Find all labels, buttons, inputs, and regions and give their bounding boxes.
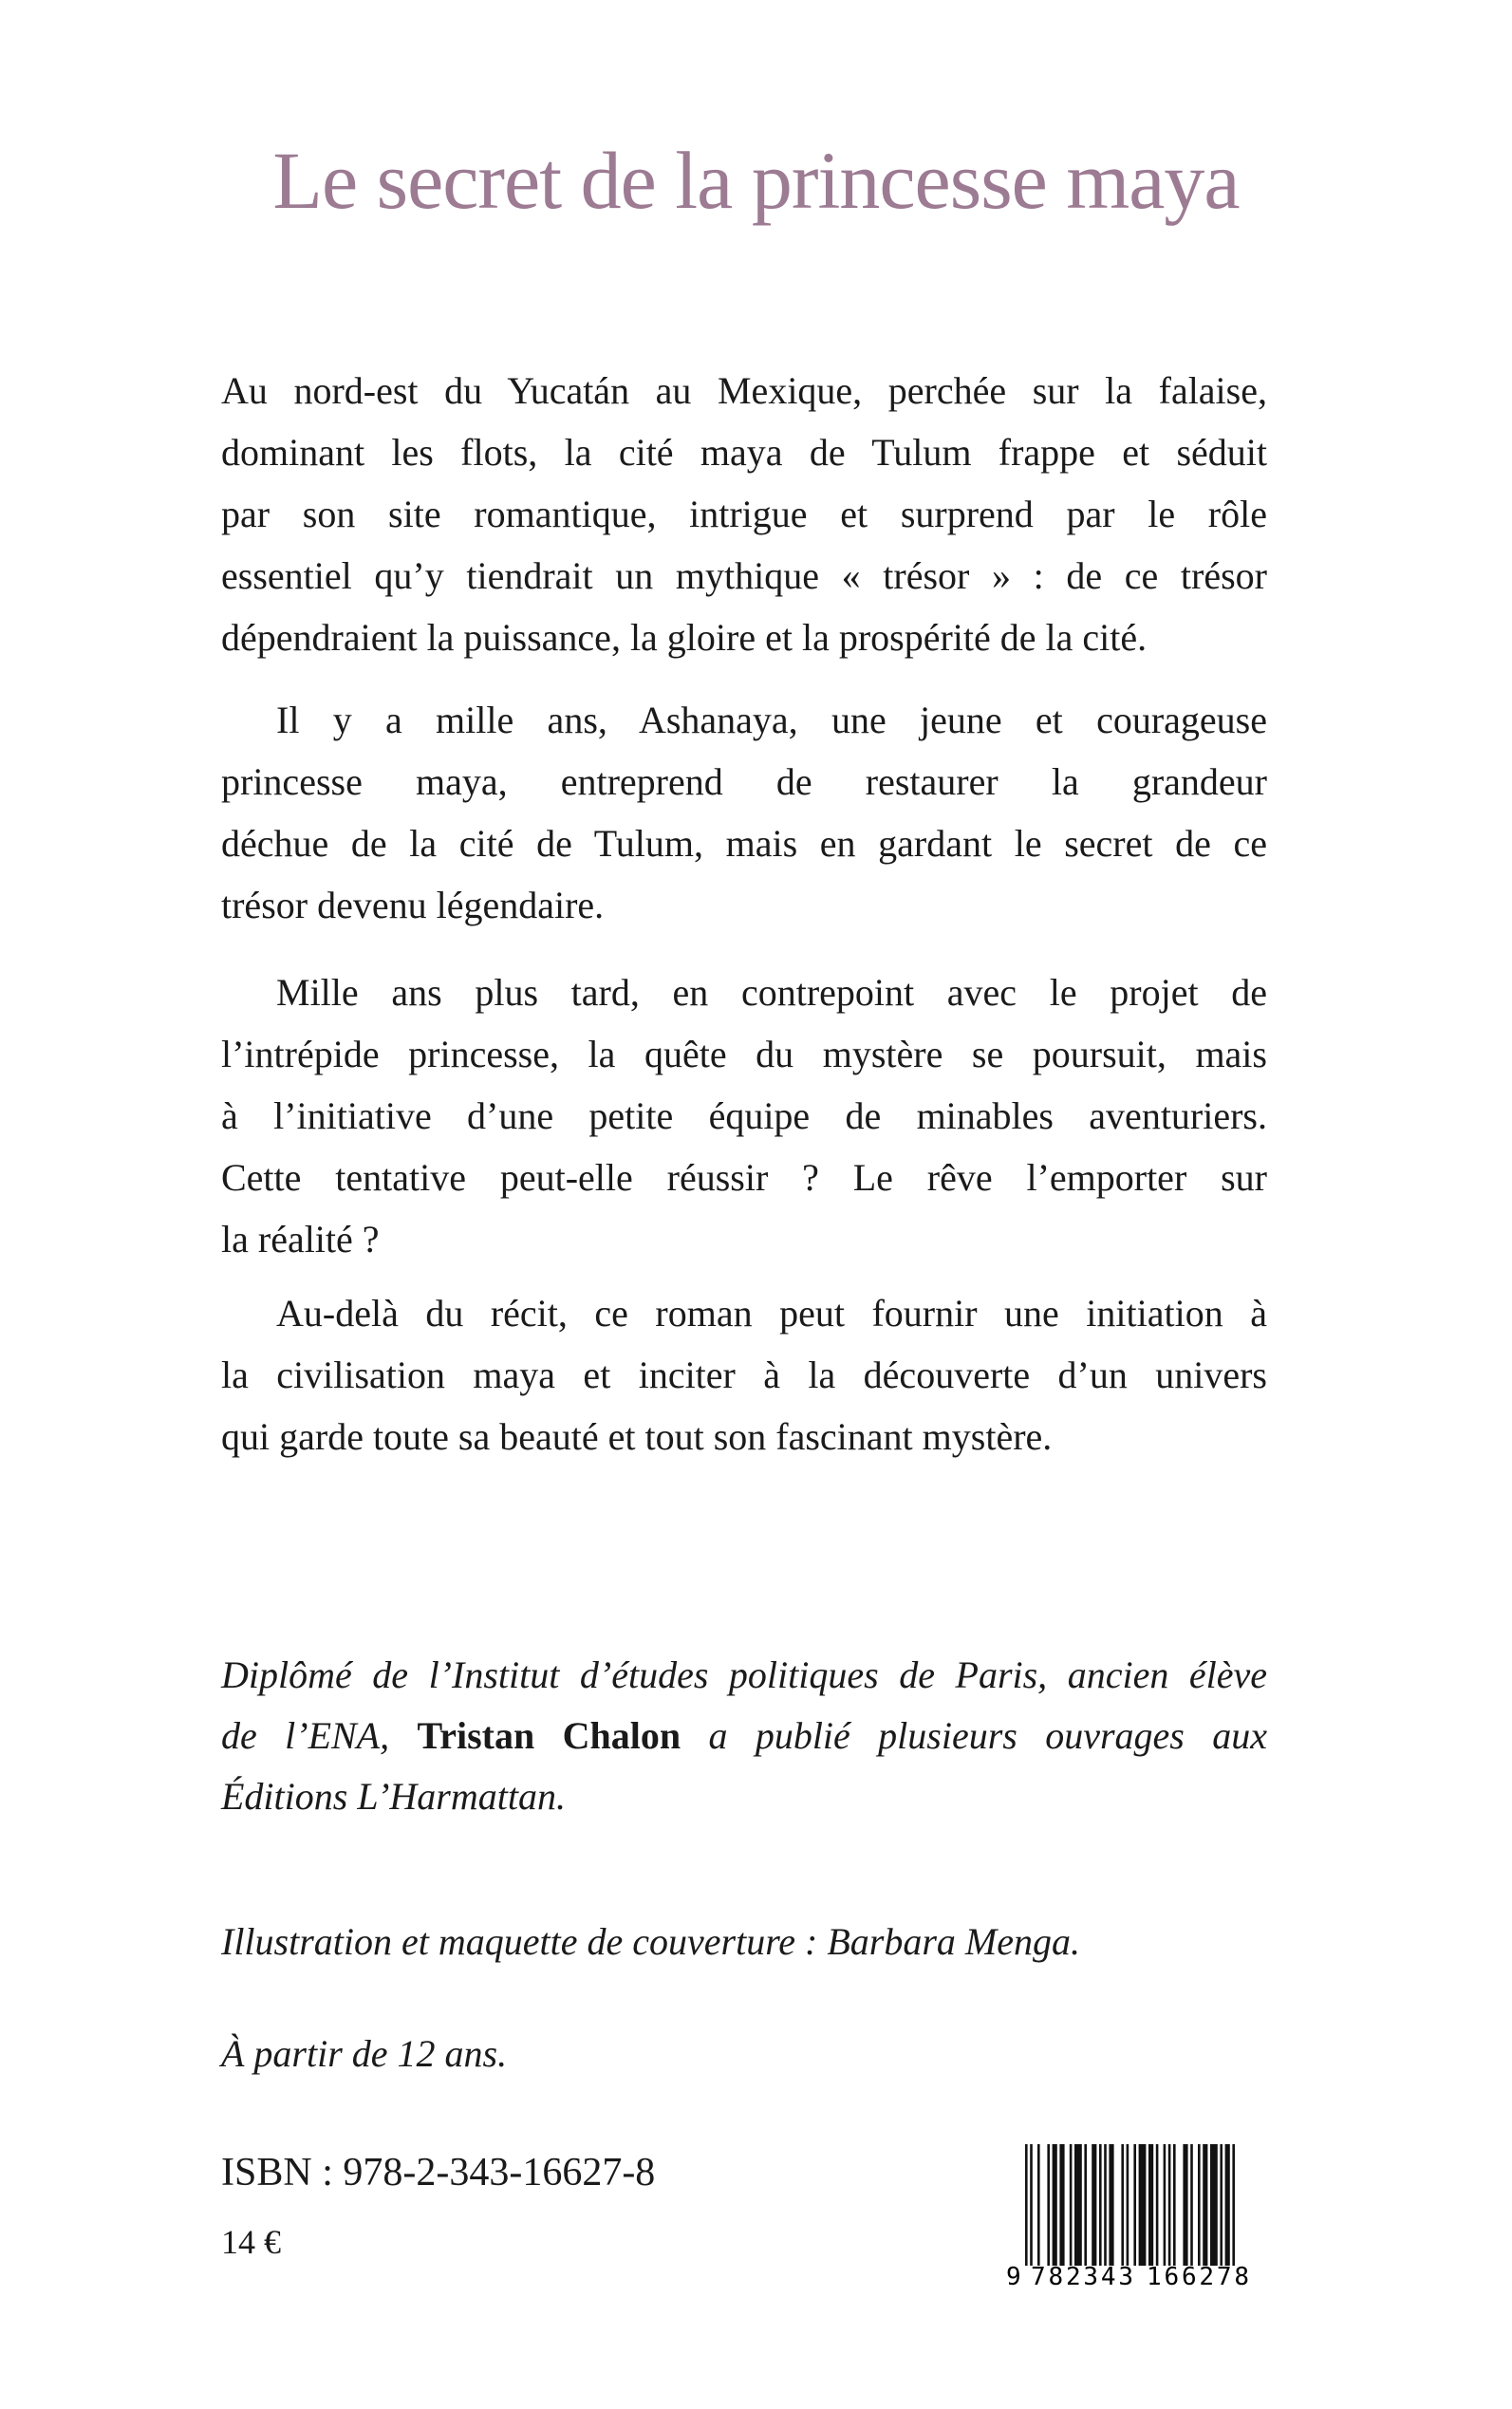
author-name: Tristan Chalon	[417, 1714, 681, 1757]
bio-line	[221, 1706, 1267, 1766]
text-line: dominant les flots, la cité maya de Tulum frappe et séduit	[221, 431, 1267, 474]
barcode-bar	[1053, 2144, 1057, 2266]
summary-paragraph-1	[221, 360, 1267, 668]
barcode-bar	[1156, 2144, 1159, 2266]
barcode-bar	[1198, 2144, 1201, 2266]
barcode-digits-left: 782343	[1031, 2263, 1133, 2287]
barcode-bar	[1092, 2144, 1096, 2266]
barcode-bar	[1074, 2144, 1082, 2266]
barcode-digit-first: 9	[1006, 2263, 1021, 2287]
isbn: ISBN : 978-2-343-16627-8	[221, 2151, 656, 2194]
barcode-bar	[1104, 2144, 1107, 2266]
text-line: dépendraient la puissance, la gloire et la prospérité de la cité.	[221, 616, 1148, 659]
bio-text: de l’ENA,	[221, 1714, 390, 1757]
summary-paragraph-2	[221, 689, 1267, 936]
barcode-bar	[1084, 2144, 1087, 2266]
barcode-bar	[1173, 2144, 1176, 2266]
text-line: Au-delà du récit, ce roman peut fournir une initiation à	[276, 1292, 1267, 1335]
bio-line: Diplômé de l’Institut d’études politiques de Paris, ancien élève	[221, 1653, 1267, 1696]
text-line: Mille ans plus tard, en contrepoint avec le projet de	[276, 971, 1267, 1014]
barcode-bar	[1210, 2144, 1218, 2266]
bio-text: a publié plusieurs ouvrages aux	[708, 1714, 1267, 1757]
text-line: la civilisation maya et inciter à la découverte d’un univers	[221, 1354, 1267, 1396]
barcode-bar	[1220, 2144, 1223, 2266]
barcode-bar	[1047, 2144, 1050, 2266]
summary-paragraph-3	[221, 962, 1267, 1270]
barcode-bar	[1121, 2144, 1124, 2266]
text-line: par son site romantique, intrigue et surprend par le rôle	[221, 493, 1267, 535]
book-title: Le secret de la princesse maya	[272, 135, 1240, 226]
barcode-bar	[1059, 2144, 1064, 2266]
barcode-bar	[1225, 2144, 1230, 2266]
text-line: la réalité ?	[221, 1218, 380, 1261]
barcode-bar	[1139, 2144, 1147, 2287]
text-line: l’intrépide princesse, la quête du mystère se poursuit, mais	[221, 1033, 1267, 1075]
barcode-bar	[1168, 2144, 1171, 2266]
barcode-bar	[1109, 2144, 1113, 2266]
barcode-bar	[1133, 2144, 1136, 2287]
bio-line: Éditions L’Harmattan.	[221, 1775, 566, 1818]
text-line: déchue de la cité de Tulum, mais en gardant le secret de ce	[221, 822, 1267, 865]
barcode-bar	[1164, 2144, 1167, 2266]
summary-paragraph-4	[221, 1282, 1267, 1467]
author-bio	[221, 1645, 1267, 1827]
text-line: Il y a mille ans, Ashanaya, une jeune et courageuse	[276, 699, 1267, 741]
barcode-bar	[1183, 2144, 1187, 2266]
barcode-bar	[1190, 2144, 1193, 2266]
text-line: Au nord-est du Yucatán au Mexique, perchée sur la falaise,	[221, 369, 1267, 412]
barcode-bar	[1099, 2144, 1102, 2266]
text-line: essentiel qu’y tiendrait un mythique « trésor » : de ce trésor	[221, 554, 1267, 597]
text-line: trésor devenu légendaire.	[221, 884, 605, 926]
text-line: princesse maya, entreprend de restaurer la grandeur	[221, 760, 1267, 803]
barcode-digits-right: 166278	[1147, 2263, 1249, 2287]
price: 14 €	[221, 2223, 281, 2261]
barcode-bar	[1037, 2144, 1040, 2266]
illustration-credit: Illustration et maquette de couverture : Barbara Menga.	[221, 1920, 1080, 1963]
barcode-bar	[1025, 2144, 1028, 2287]
barcode	[1002, 2144, 1268, 2287]
barcode-bar	[1070, 2144, 1073, 2266]
text-line: à l’initiative d’une petite équipe de minables aventuriers.	[221, 1094, 1267, 1137]
text-line: qui garde toute sa beauté et tout son fascinant mystère.	[221, 1415, 1053, 1458]
age-recommendation: À partir de 12 ans.	[221, 2032, 508, 2075]
barcode-bar	[1148, 2144, 1153, 2266]
barcode-bar	[1203, 2144, 1207, 2266]
text-line: Cette tentative peut-elle réussir ? Le rêve l’emporter sur	[221, 1156, 1267, 1199]
